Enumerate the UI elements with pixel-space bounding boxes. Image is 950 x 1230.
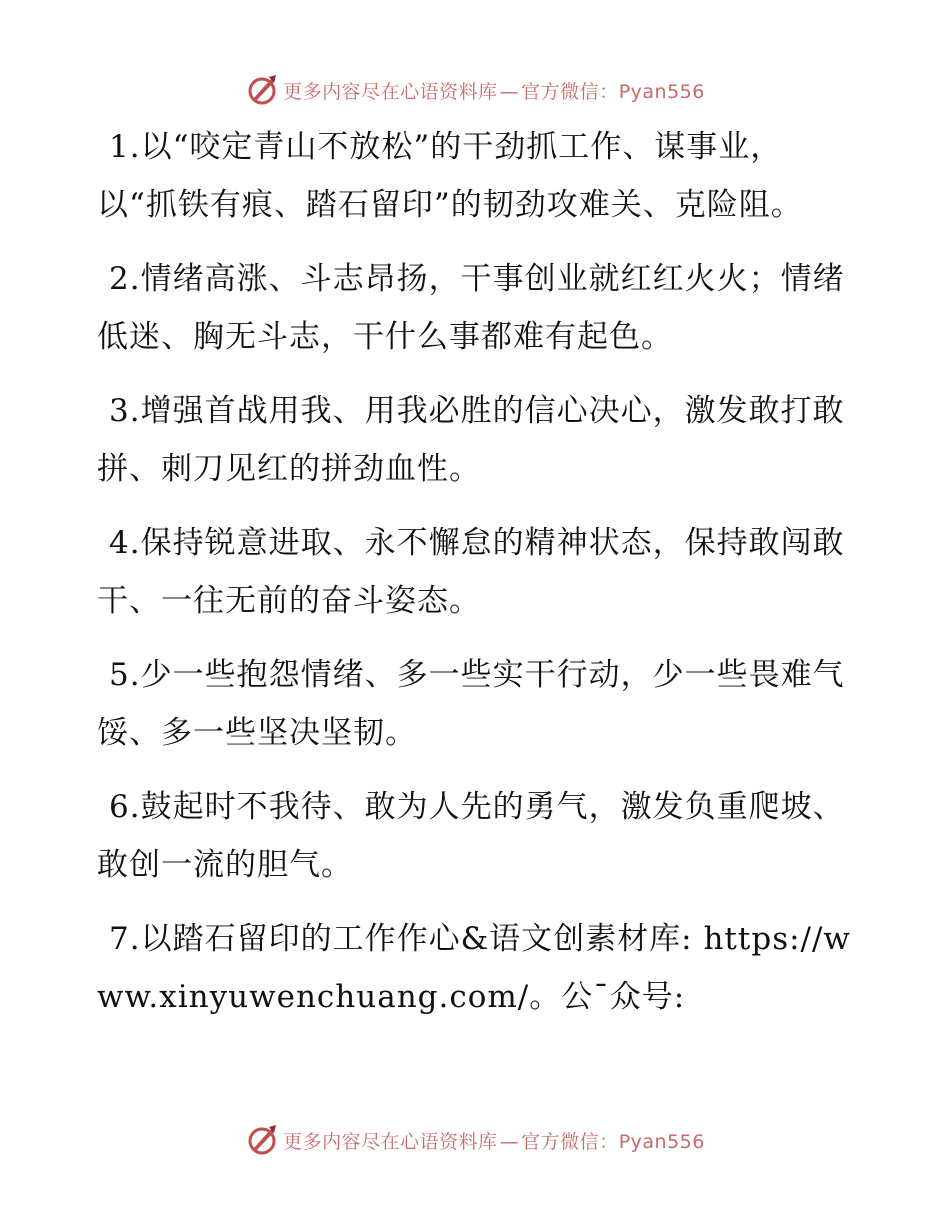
paragraph-number: 5. (109, 657, 141, 693)
paragraph-number: 6. (109, 789, 141, 825)
footer-banner-text (283, 1127, 705, 1154)
paragraph-text: 鼓起时不我待、敢为人先的勇气，激发负重爬坡、敢创一流的胆气。 (97, 789, 845, 883)
paragraph-4 (97, 514, 857, 630)
document-body (97, 118, 857, 1026)
footer-banner-main: 更多内容尽在心语资料库 (283, 1130, 498, 1153)
paragraph-number: 4. (109, 525, 141, 561)
paragraph-5 (97, 646, 857, 762)
header-banner-main: 更多内容尽在心语资料库 (283, 80, 498, 103)
paragraph-text: 少一些抱怨情绪、多一些实干行动，少一些畏难气馁、多一些坚决坚韧。 (97, 657, 845, 751)
paragraph-text: 以踏石留印的工作作心&语文创素材库: https://www.xinyuwenchuang.com/。公¯众号: (97, 921, 851, 1015)
header-banner-channel: 官方微信： (521, 80, 619, 103)
paragraph-text: 增强首战用我、用我必胜的信心决心，激发敢打敢拼、刺刀见红的拼劲血性。 (97, 393, 845, 487)
paragraph-number: 1. (109, 129, 141, 165)
footer-banner-channel: 官方微信： (521, 1130, 619, 1153)
paragraph-text: 情绪高涨、斗志昂扬，干事创业就红红火火；情绪低迷、胸无斗志，干什么事都难有起色。 (97, 261, 845, 355)
paragraph-3 (97, 382, 857, 498)
quill-pen-circle-icon (245, 1123, 279, 1157)
header-banner (0, 68, 950, 112)
header-banner-id: Pyan556 (618, 80, 705, 103)
paragraph-text: 以“咬定青山不放松”的干劲抓工作、谋事业，以“抓铁有痕、踏石留印”的韧劲攻难关、克险阻。 (97, 129, 803, 223)
paragraph-7 (97, 910, 857, 1026)
paragraph-number: 3. (109, 393, 141, 429)
paragraph-number: 7. (109, 921, 141, 957)
paragraph-text: 保持锐意进取、永不懈怠的精神状态，保持敢闯敢干、一往无前的奋斗姿态。 (97, 525, 845, 619)
paragraph-1 (97, 118, 857, 234)
paragraph-6 (97, 778, 857, 894)
paragraph-number: 2. (109, 261, 141, 297)
footer-banner (0, 1118, 950, 1162)
header-banner-dash: — (499, 80, 520, 103)
paragraph-2 (97, 250, 857, 366)
footer-banner-dash: — (499, 1130, 520, 1153)
header-banner-text (283, 77, 705, 104)
quill-pen-circle-icon (245, 73, 279, 107)
footer-banner-id: Pyan556 (618, 1130, 705, 1153)
